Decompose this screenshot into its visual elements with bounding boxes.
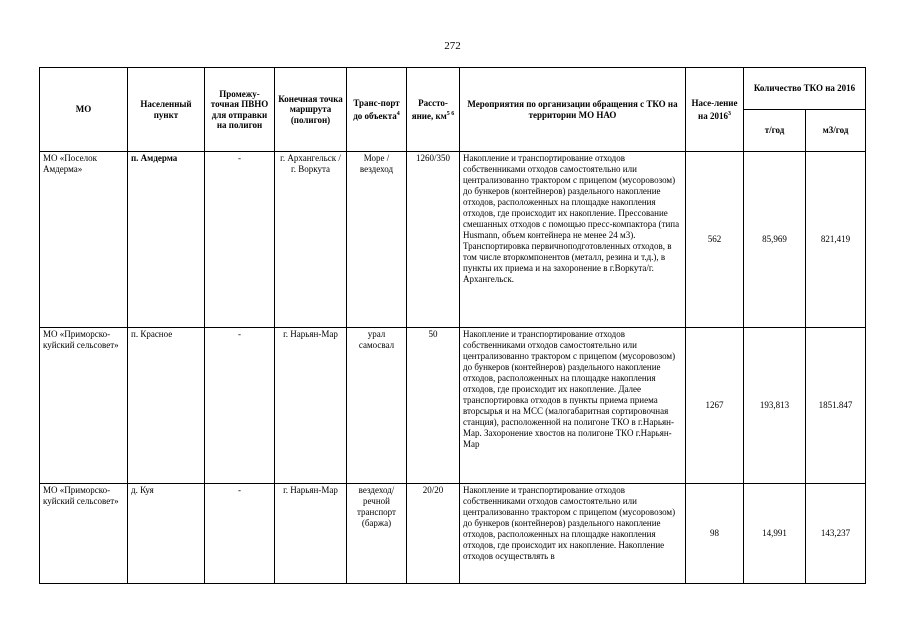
cell-measures: Накопление и транспортирование отходов собственниками отходов самостоятельно или централизованно трактором с прицепом (мусоровозом) до бункеров (контейнеров) раздельного накопление отходов, расположенных на площадке накопления отходов, где происходит их накопление. Прессование смешанных отходов с помощью пресс-компактора (типа Husmann, объем контейнера не менее 24 м3). Транспортировка первичноподготовленных отходов, в том числе вторкомпонентов (металл, резина и т.д.), в пункты их приема и на захоронение в г.Воркута/г. Архангельск. [460,152,686,328]
header-population-text: Насе-ление на 2016 [691,98,738,121]
cell-endpoint: г. Архангельск / г. Воркута [275,152,347,328]
cell-transport: Море / вездеход [347,152,407,328]
header-distance [407,68,460,152]
header-population-footnote: 3 [727,110,731,117]
cell-tko-t: 14,991 [744,484,806,584]
table-row [40,484,866,584]
cell-settlement: д. Куя [128,484,205,584]
header-settlement: Населенный пункт [128,68,205,152]
cell-intermediate: - [205,152,275,328]
cell-tko-t: 85,969 [744,152,806,328]
page-number: 272 [444,40,461,52]
waste-management-table [39,67,866,584]
header-intermediate: Промежу-точная ПВНО для отправки на полигон [205,68,275,152]
cell-tko-m3: 143,237 [806,484,866,584]
cell-settlement: п. Амдерма [128,152,205,328]
cell-settlement: п. Красное [128,328,205,484]
header-population [686,68,744,152]
header-distance-text: Рассто-яние, км [411,98,448,121]
header-mo: МО [40,68,128,152]
cell-measures-text: Накопление и транспортирование отходов собственниками отходов самостоятельно или централизованно трактором с прицепом (мусоровозом) до бункеров (контейнеров) раздельного накопление отходов, расположенных на площадке накопления отходов, где происходит их накопление. Накопление отходов осуществлять в [463,485,676,561]
cell-mo: МО «Приморско-куйский сельсовет» [40,328,128,484]
cell-distance: 50 [407,328,460,484]
cell-tko-m3: 821,419 [806,152,866,328]
cell-mo: МО «Приморско-куйский сельсовет» [40,484,128,584]
header-tko-group: Количество ТКО на 2016 [744,68,866,110]
cell-transport: вездеход/ речной транспорт (баржа) [347,484,407,584]
cell-population: 1267 [686,328,744,484]
header-endpoint: Конечная точка маршрута (полигон) [275,68,347,152]
cell-endpoint: г. Нарьян-Мар [275,328,347,484]
header-tko-t: т/год [744,110,806,152]
header-distance-footnote: 5 6 [446,110,455,117]
header-transport [347,68,407,152]
cell-tko-t: 193,813 [744,328,806,484]
header-transport-text: Транс-порт до объекта [353,98,400,121]
cell-measures [460,484,686,584]
cell-population: 98 [686,484,744,584]
cell-tko-m3: 1851.847 [806,328,866,484]
header-tko-m3: м3/год [806,110,866,152]
cell-population: 562 [686,152,744,328]
cell-intermediate: - [205,328,275,484]
header-transport-footnote: 4 [396,110,400,117]
cell-transport: урал самосвал [347,328,407,484]
cell-endpoint: г. Нарьян-Мар [275,484,347,584]
cell-mo: МО «Поселок Амдерма» [40,152,128,328]
cell-intermediate: - [205,484,275,584]
cell-distance: 1260/350 [407,152,460,328]
cell-distance: 20/20 [407,484,460,584]
header-measures: Мероприятия по организации обращения с ТКО на территории МО НАО [460,68,686,152]
table-row [40,328,866,484]
table-row [40,152,866,328]
cell-measures: Накопление и транспортирование отходов собственниками отходов самостоятельно или централизованно трактором с прицепом (мусоровозом) до бункеров (контейнеров) раздельного накопление отходов, расположенных на площадке накопления отходов, где происходит их накопление. Далее транспортировка отходов в пункты приема приема вторсырья и на МСС (малогабаритная сортировочная станция), расположенной на полигоне ТКО в г.Нарьян-Мар. Захоронение хвостов на полигоне ТКО г.Нарьян-Мар [460,328,686,484]
